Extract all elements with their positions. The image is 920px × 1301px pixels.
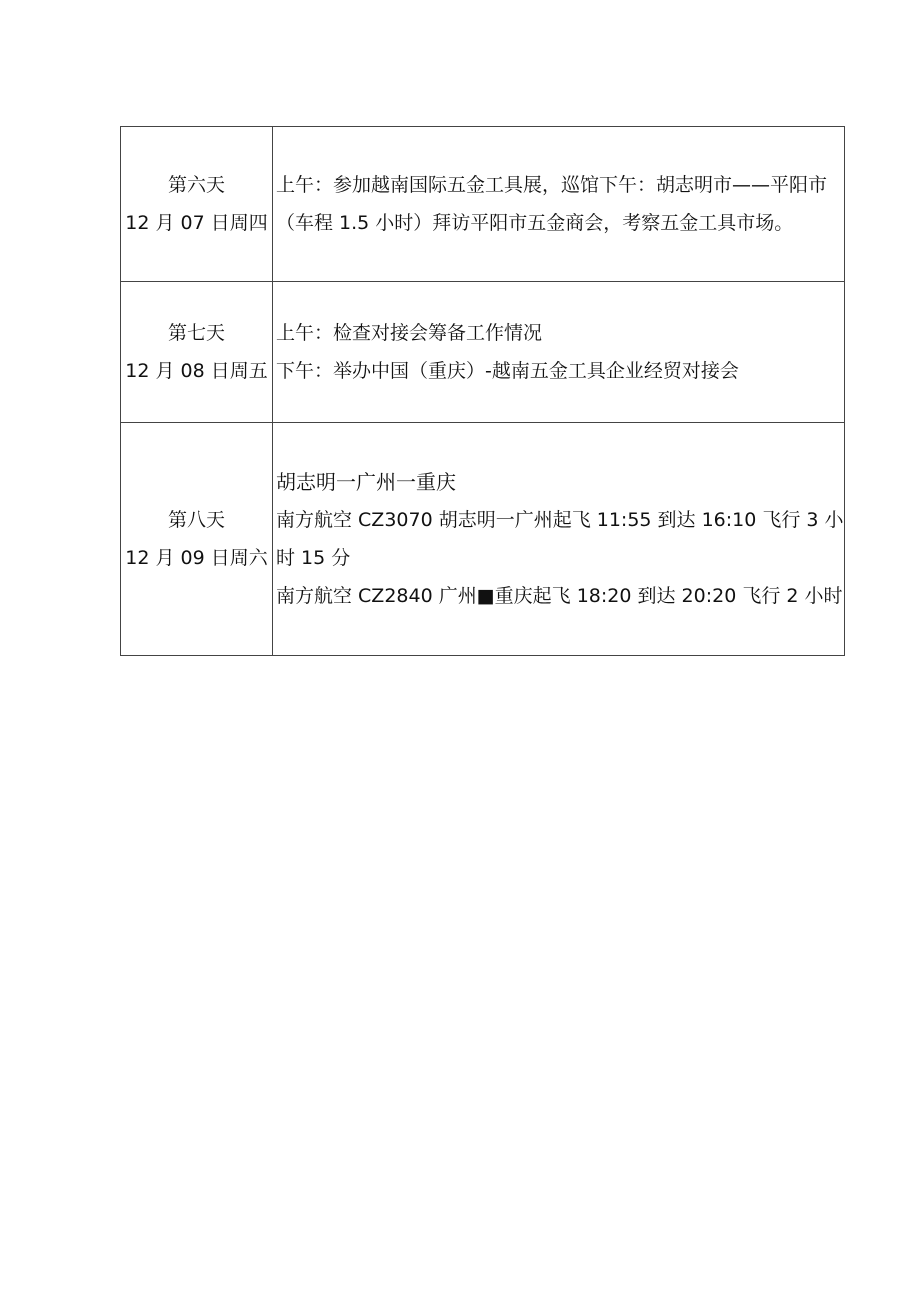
day-label: 第六天	[167, 174, 225, 196]
itinerary-table	[120, 126, 845, 656]
day-label: 第七天	[167, 322, 225, 344]
plan-line: 上午：检查对接会筹备工作情况	[276, 322, 543, 344]
day-label: 第八天	[167, 509, 225, 531]
plan-cell	[273, 127, 845, 282]
plan-line: 下午：举办中国（重庆）-越南五金工具企业经贸对接会	[276, 360, 739, 382]
plan-cell	[273, 423, 845, 656]
route-title: 胡志明一广州一重庆	[276, 470, 456, 494]
flight-line: 南方航空 CZ2840 广州■重庆起飞 18:20 到达 20:20 飞行 2 小时	[276, 585, 843, 607]
day-cell	[121, 127, 273, 282]
plan-line: 上午：参加越南国际五金工具展，巡馆下午：胡志明市——平阳市（车程 1.5 小时）拜访平阳市五金商会，考察五金工具市场。	[276, 174, 828, 234]
table-row	[121, 423, 845, 656]
plan-cell	[273, 282, 845, 423]
day-date: 12 月 07 日周四	[125, 212, 268, 234]
day-date: 12 月 09 日周六	[125, 547, 268, 569]
day-cell	[121, 282, 273, 423]
table-row	[121, 282, 845, 423]
flight-line: 南方航空 CZ3070 胡志明一广州起飞 11:55 到达 16:10 飞行 3 小时 15 分	[276, 509, 844, 569]
day-cell	[121, 423, 273, 656]
table-row	[121, 127, 845, 282]
day-date: 12 月 08 日周五	[125, 360, 268, 382]
